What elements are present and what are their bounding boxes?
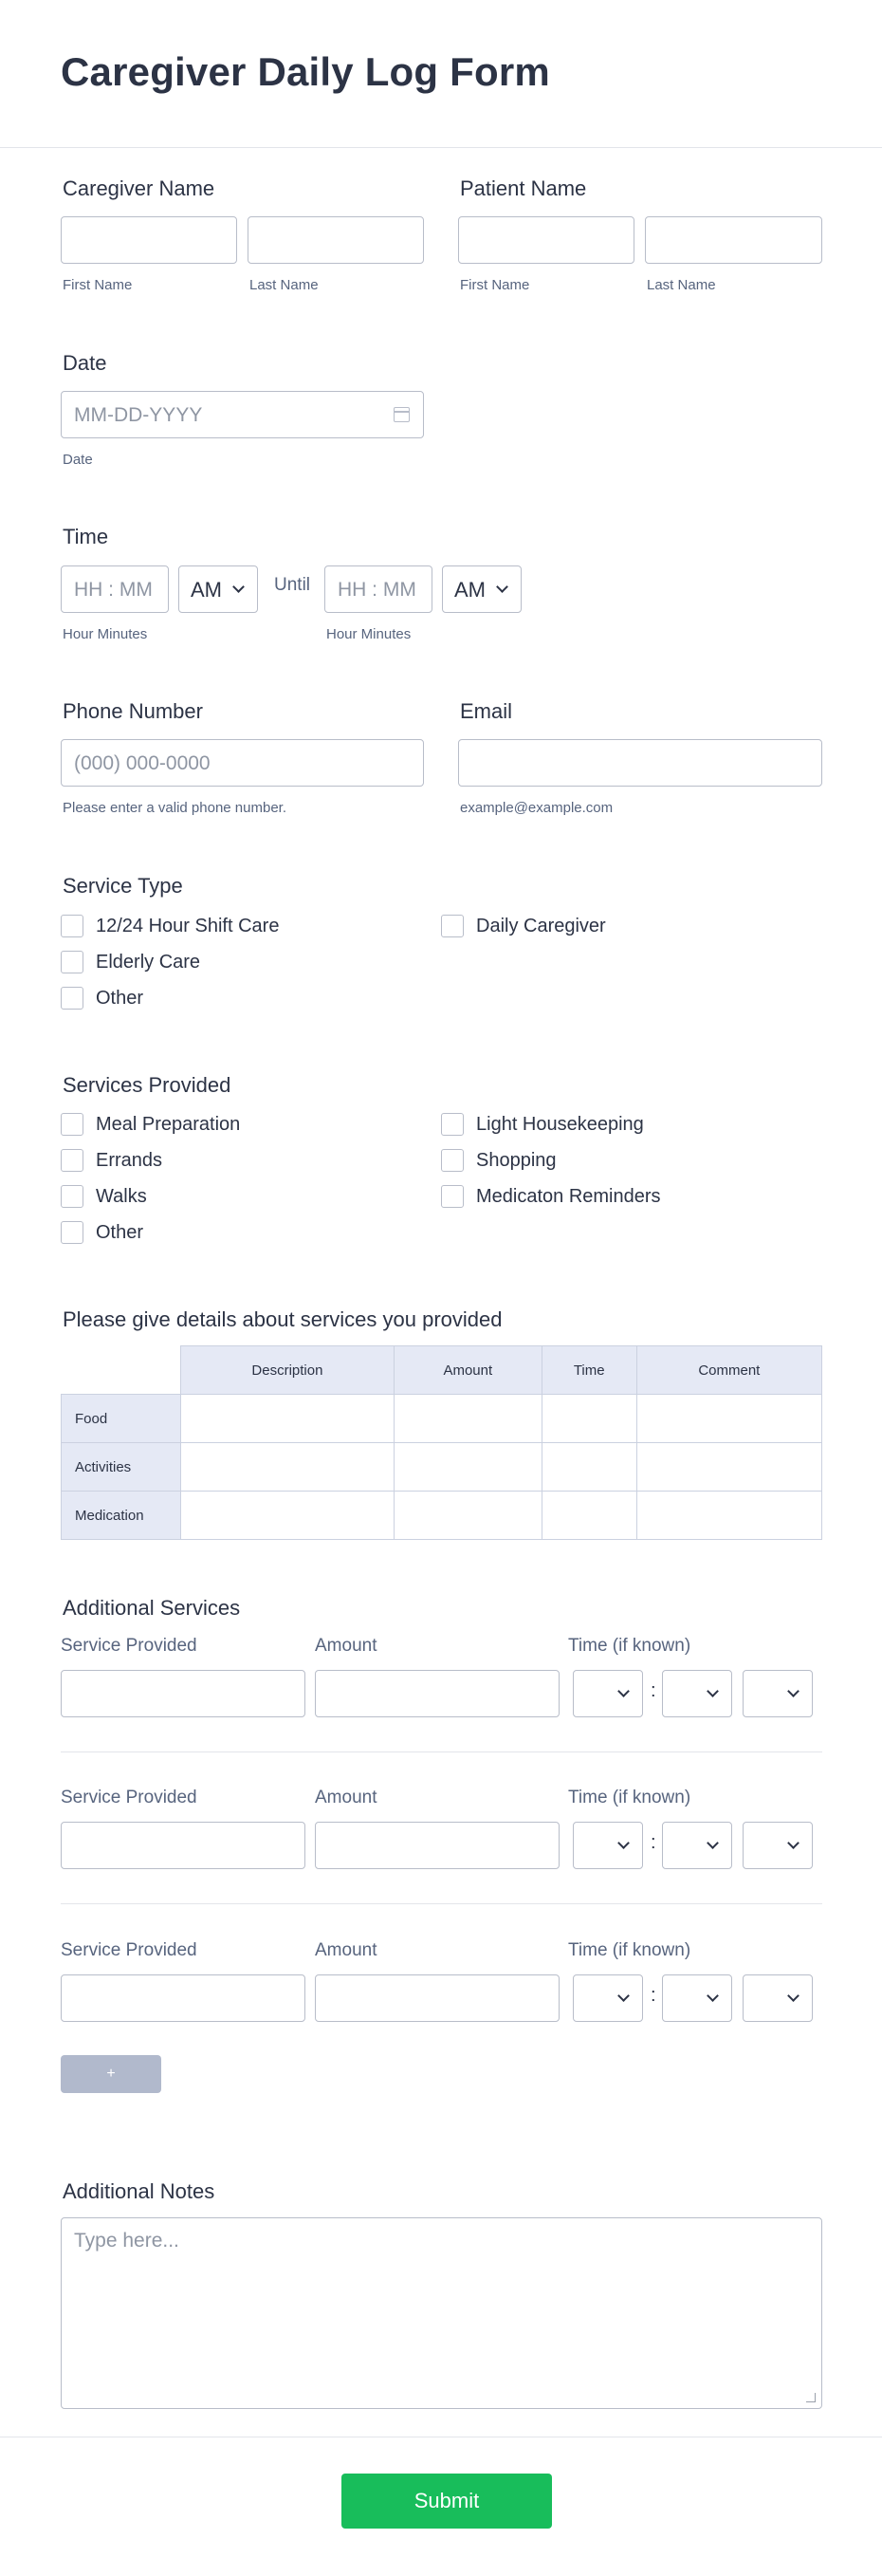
caregiver-last-name-input[interactable] [248, 216, 424, 264]
time-to-input[interactable] [324, 565, 432, 613]
time-colon: : [651, 1985, 656, 2006]
matrix-column-header: Amount [394, 1346, 542, 1395]
chevron-down-icon [707, 1990, 719, 2002]
time-to-sublabel: Hour Minutes [326, 626, 412, 642]
services-provided-option[interactable]: Walks [96, 1186, 147, 1207]
service-type-checkbox[interactable] [61, 987, 83, 1010]
chevron-down-icon [707, 1837, 719, 1849]
matrix-cell-input[interactable] [394, 1492, 542, 1540]
submit-button[interactable]: Submit [341, 2474, 552, 2529]
services-provided-option[interactable]: Errands [96, 1150, 163, 1171]
chevron-down-icon [617, 1990, 630, 2002]
time-from-ampm-select[interactable] [178, 565, 258, 613]
caregiver-first-name-input[interactable] [61, 216, 237, 264]
matrix-cell-input[interactable] [181, 1492, 395, 1540]
matrix-row-header: Activities [62, 1443, 181, 1492]
ampm-select[interactable] [743, 1670, 813, 1717]
minute-select[interactable] [662, 1822, 732, 1869]
matrix-cell-input[interactable] [542, 1395, 636, 1443]
date-sublabel: Date [63, 452, 93, 468]
phone-placeholder: (000) 000-0000 [74, 752, 211, 774]
resize-handle-icon[interactable] [806, 2393, 816, 2402]
service-type-checkbox[interactable] [441, 915, 464, 937]
matrix-row-header: Food [62, 1395, 181, 1443]
services-provided-checkbox[interactable] [441, 1185, 464, 1208]
services-provided-option[interactable]: Meal Preparation [96, 1114, 241, 1135]
service-type-checkbox[interactable] [61, 915, 83, 937]
amount-input[interactable] [315, 1670, 560, 1717]
hour-select[interactable] [573, 1974, 643, 2022]
services-provided-checkbox[interactable] [61, 1221, 83, 1244]
service-type-checkbox[interactable] [61, 951, 83, 973]
services-provided-checkbox[interactable] [61, 1113, 83, 1136]
time-to-ampm-value: AM [454, 578, 486, 602]
ampm-select[interactable] [743, 1822, 813, 1869]
service-type-option[interactable]: Elderly Care [96, 952, 201, 973]
matrix-cell-input[interactable] [542, 1443, 636, 1492]
matrix-cell-input[interactable] [542, 1492, 636, 1540]
patient-first-name-input[interactable] [458, 216, 634, 264]
matrix-cell-input[interactable] [636, 1395, 821, 1443]
additional-services-label: Additional Services [63, 1596, 241, 1620]
time-from-ampm-value: AM [191, 578, 222, 602]
time-to-placeholder: HH : MM [338, 579, 416, 601]
caregiver-last-name-sublabel: Last Name [249, 277, 319, 293]
service-type-label: Service Type [63, 874, 183, 898]
chevron-down-icon [787, 1990, 799, 2002]
additional-notes-placeholder: Type here... [74, 2230, 179, 2252]
service-provided-input[interactable] [61, 1822, 305, 1869]
matrix-corner [62, 1346, 181, 1395]
patient-name-label: Patient Name [460, 176, 587, 200]
patient-first-name-sublabel: First Name [460, 277, 530, 293]
matrix-cell-input[interactable] [394, 1395, 542, 1443]
patient-last-name-input[interactable] [645, 216, 822, 264]
phone-label: Phone Number [63, 699, 203, 723]
caregiver-first-name-sublabel: First Name [63, 277, 133, 293]
hour-select[interactable] [573, 1822, 643, 1869]
minute-select[interactable] [662, 1974, 732, 2022]
services-provided-checkbox[interactable] [441, 1149, 464, 1172]
details-label: Please give details about services you provided [63, 1307, 503, 1331]
services-provided-option[interactable]: Medicaton Reminders [476, 1186, 661, 1207]
services-provided-label: Services Provided [63, 1073, 231, 1097]
chevron-down-icon [787, 1685, 799, 1697]
additional-notes-textarea[interactable] [61, 2217, 822, 2409]
services-provided-option[interactable]: Other [96, 1222, 144, 1243]
matrix-cell-input[interactable] [181, 1443, 395, 1492]
minute-select[interactable] [662, 1670, 732, 1717]
services-provided-checkbox[interactable] [61, 1185, 83, 1208]
service-type-option[interactable]: Daily Caregiver [476, 916, 606, 936]
email-label: Email [460, 699, 513, 723]
date-input[interactable] [61, 391, 424, 438]
matrix-cell-input[interactable] [636, 1443, 821, 1492]
matrix-cell-input[interactable] [636, 1492, 821, 1540]
services-provided-checkbox[interactable] [441, 1113, 464, 1136]
amount-input[interactable] [315, 1974, 560, 2022]
ampm-select[interactable] [743, 1974, 813, 2022]
amount-column-label: Amount [315, 1788, 377, 1807]
matrix-column-header: Comment [636, 1346, 821, 1395]
date-placeholder: MM-DD-YYYY [74, 404, 203, 426]
time-from-input[interactable] [61, 565, 169, 613]
services-provided-option[interactable]: Shopping [476, 1150, 557, 1171]
time-column-label: Time (if known) [568, 1788, 691, 1807]
service-type-option[interactable]: 12/24 Hour Shift Care [96, 916, 280, 936]
details-matrix [61, 1345, 822, 1540]
services-provided-checkbox[interactable] [61, 1149, 83, 1172]
amount-input[interactable] [315, 1822, 560, 1869]
caregiver-name-label: Caregiver Name [63, 176, 215, 200]
email-input[interactable] [458, 739, 822, 787]
chevron-down-icon [787, 1837, 799, 1849]
time-label: Time [63, 525, 109, 548]
service-provided-column-label: Service Provided [61, 1940, 197, 1960]
amount-column-label: Amount [315, 1940, 377, 1960]
time-column-label: Time (if known) [568, 1636, 691, 1656]
matrix-row-header: Medication [62, 1492, 181, 1540]
time-from-placeholder: HH : MM [74, 579, 153, 601]
date-label: Date [63, 351, 107, 375]
row-divider [61, 1903, 822, 1904]
chevron-down-icon [232, 581, 245, 593]
time-to-ampm-select[interactable] [442, 565, 522, 613]
time-colon: : [651, 1680, 656, 1701]
email-sublabel: example@example.com [460, 800, 614, 816]
time-column-label: Time (if known) [568, 1940, 691, 1960]
patient-last-name-sublabel: Last Name [647, 277, 716, 293]
matrix-column-header: Description [181, 1346, 395, 1395]
matrix-column-header: Time [542, 1346, 636, 1395]
matrix-cell-input[interactable] [181, 1395, 395, 1443]
chevron-down-icon [496, 581, 508, 593]
form-header [0, 0, 882, 148]
chevron-down-icon [617, 1685, 630, 1697]
hour-select[interactable] [573, 1670, 643, 1717]
services-provided-option[interactable]: Light Housekeeping [476, 1114, 644, 1135]
time-colon: : [651, 1832, 656, 1853]
time-until-label: Until [274, 575, 311, 595]
phone-sublabel: Please enter a valid phone number. [63, 800, 286, 816]
calendar-icon[interactable] [394, 407, 410, 422]
service-provided-input[interactable] [61, 1974, 305, 2022]
row-divider [61, 1751, 822, 1752]
service-provided-column-label: Service Provided [61, 1788, 197, 1807]
service-provided-column-label: Service Provided [61, 1636, 197, 1656]
service-provided-input[interactable] [61, 1670, 305, 1717]
amount-column-label: Amount [315, 1636, 377, 1656]
chevron-down-icon [707, 1685, 719, 1697]
form-title: Caregiver Daily Log Form [61, 49, 550, 94]
chevron-down-icon [617, 1837, 630, 1849]
add-service-button[interactable]: + [61, 2055, 161, 2093]
additional-notes-label: Additional Notes [63, 2179, 215, 2203]
service-type-option[interactable]: Other [96, 988, 144, 1009]
time-from-sublabel: Hour Minutes [63, 626, 148, 642]
matrix-cell-input[interactable] [394, 1443, 542, 1492]
phone-input[interactable] [61, 739, 424, 787]
